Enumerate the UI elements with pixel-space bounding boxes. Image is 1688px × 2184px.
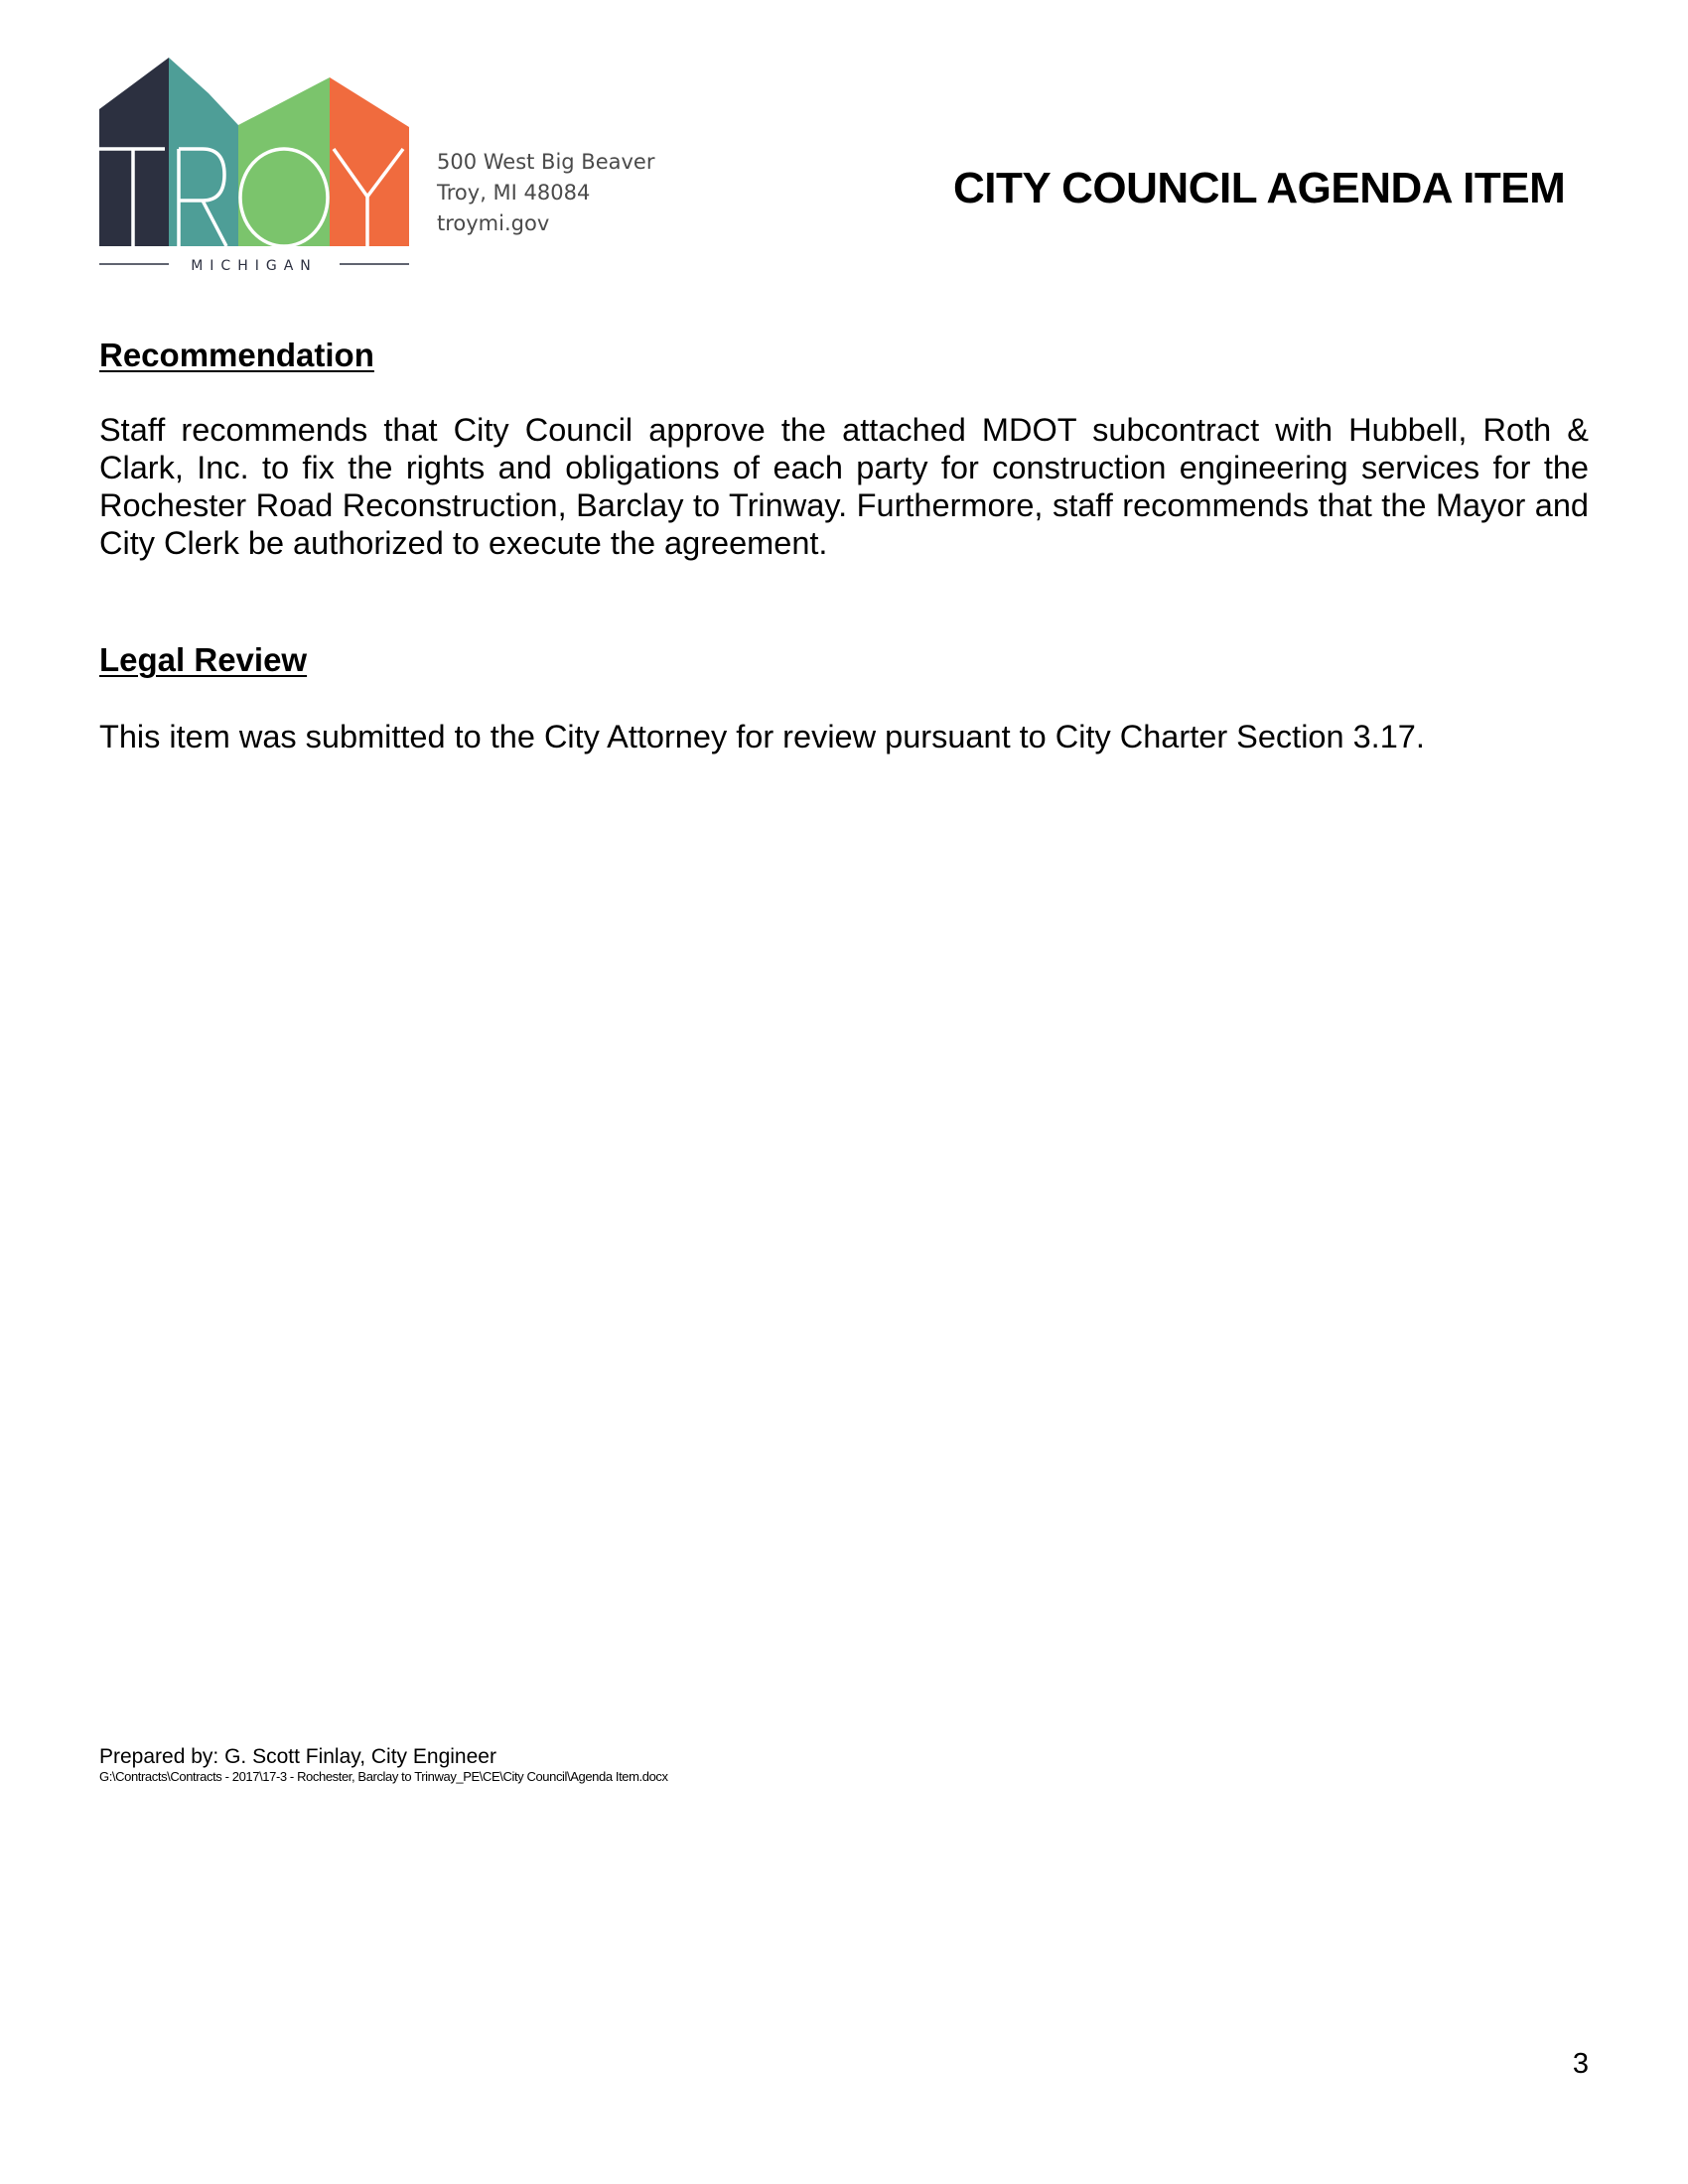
city-logo [99,58,409,274]
address-website: troymi.gov [437,211,550,235]
troy-logo-icon [99,58,409,274]
prepared-by: Prepared by: G. Scott Finlay, City Engineer [99,1745,496,1768]
recommendation-body: Staff recommends that City Council approve the attached MDOT subcontract with Hubbell, Roth & Clark, Inc. to fix the rights and obligations of each party for construction engineering services for the Rochester Road Reconstruction, Barclay to Trinway. Furthermore, staff recommends that the Mayor and City Clerk be authorized to execute the agreement. [99,412,1589,561]
legal-review-body: This item was submitted to the City Attorney for review pursuant to City Charter Section 3.17. [99,719,1425,754]
file-path: G:\Contracts\Contracts - 2017\17-3 - Rochester, Barclay to Trinway_PE\CE\City Council\Agenda Item.docx [99,1769,668,1784]
recommendation-heading: Recommendation [99,337,374,373]
page-number: 3 [1572,2048,1589,2080]
address-street: 500 West Big Beaver [437,150,655,174]
city-address [437,147,655,239]
svg-text:MICHIGAN: MICHIGAN [191,258,318,274]
document-title: CITY COUNCIL AGENDA ITEM [953,164,1566,212]
legal-review-heading: Legal Review [99,641,308,678]
address-city: Troy, MI 48084 [437,181,591,205]
